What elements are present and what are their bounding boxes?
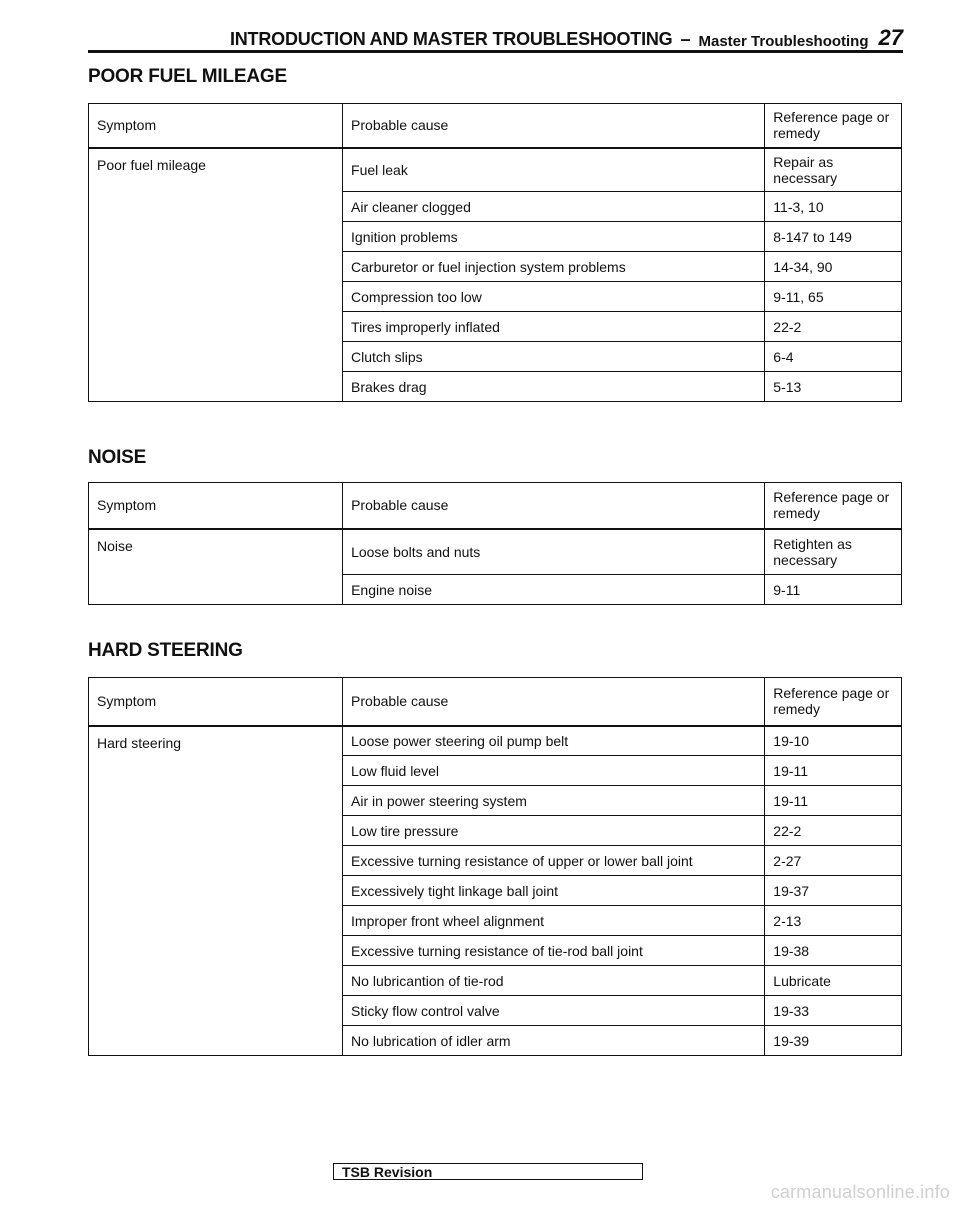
column-header-cause: Probable cause [343, 678, 765, 726]
cause-cell: Tires improperly inflated [343, 312, 765, 342]
column-header-reference: Reference page or remedy [765, 483, 902, 529]
reference-cell: 19-33 [765, 996, 902, 1026]
table-row [89, 148, 902, 192]
cause-cell: Loose bolts and nuts [343, 529, 765, 575]
column-header-reference: Reference page or remedy [765, 678, 902, 726]
reference-cell: 14-34, 90 [765, 252, 902, 282]
noise-table [88, 482, 902, 605]
cause-cell: Improper front wheel alignment [343, 906, 765, 936]
reference-cell: Lubricate [765, 966, 902, 996]
reference-cell: 19-38 [765, 936, 902, 966]
header-subtitle: Master Troubleshooting [698, 33, 869, 50]
reference-cell: 19-11 [765, 786, 902, 816]
cause-cell: Air in power steering system [343, 786, 765, 816]
cause-cell: No lubricantion of tie-rod [343, 966, 765, 996]
reference-cell: 11-3, 10 [765, 192, 902, 222]
reference-cell: 19-11 [765, 756, 902, 786]
cause-cell: Excessively tight linkage ball joint [343, 876, 765, 906]
reference-cell: 6-4 [765, 342, 902, 372]
cause-cell: Excessive turning resistance of tie-rod ball joint [343, 936, 765, 966]
cause-cell: Compression too low [343, 282, 765, 312]
symptom-cell: Noise [89, 529, 343, 605]
section-title-noise: NOISE [88, 447, 147, 468]
reference-cell: 9-11 [765, 575, 902, 605]
column-header-cause: Probable cause [343, 104, 765, 148]
reference-cell: Repair as necessary [765, 148, 902, 192]
reference-cell: 2-27 [765, 846, 902, 876]
table-header-row [89, 678, 902, 726]
column-header-symptom: Symptom [89, 678, 343, 726]
watermark: carmanualsonline.info [770, 1182, 950, 1202]
symptom-cell: Poor fuel mileage [89, 148, 343, 402]
cause-cell: Brakes drag [343, 372, 765, 402]
page-number: 27 [878, 25, 903, 50]
reference-cell: 19-10 [765, 726, 902, 756]
cause-cell: Ignition problems [343, 222, 765, 252]
cause-cell: No lubrication of idler arm [343, 1026, 765, 1056]
page-header [88, 22, 903, 53]
cause-cell: Loose power steering oil pump belt [343, 726, 765, 756]
column-header-cause: Probable cause [343, 483, 765, 529]
reference-cell: 5-13 [765, 372, 902, 402]
section-title-poor-fuel-mileage: POOR FUEL MILEAGE [88, 66, 287, 87]
reference-cell: Retighten as necessary [765, 529, 902, 575]
table-header-row [89, 483, 902, 529]
reference-cell: 19-39 [765, 1026, 902, 1056]
reference-cell: 9-11, 65 [765, 282, 902, 312]
column-header-reference: Reference page or remedy [765, 104, 902, 148]
cause-cell: Engine noise [343, 575, 765, 605]
poor-fuel-mileage-table [88, 103, 902, 402]
tsb-revision-box: TSB Revision [333, 1163, 643, 1180]
cause-cell: Clutch slips [343, 342, 765, 372]
section-title-hard-steering: HARD STEERING [88, 640, 243, 661]
reference-cell: 22-2 [765, 816, 902, 846]
header-title: INTRODUCTION AND MASTER TROUBLESHOOTING [229, 29, 673, 49]
table-header-row [89, 104, 902, 148]
table-row [89, 726, 902, 756]
cause-cell: Excessive turning resistance of upper or lower ball joint [343, 846, 765, 876]
column-header-symptom: Symptom [89, 104, 343, 148]
cause-cell: Sticky flow control valve [343, 996, 765, 1026]
reference-cell: 22-2 [765, 312, 902, 342]
cause-cell: Carburetor or fuel injection system problems [343, 252, 765, 282]
header-dash: – [680, 29, 691, 49]
table-row [89, 529, 902, 575]
reference-cell: 2-13 [765, 906, 902, 936]
reference-cell: 8-147 to 149 [765, 222, 902, 252]
cause-cell: Fuel leak [343, 148, 765, 192]
column-header-symptom: Symptom [89, 483, 343, 529]
cause-cell: Low fluid level [343, 756, 765, 786]
cause-cell: Air cleaner clogged [343, 192, 765, 222]
reference-cell: 19-37 [765, 876, 902, 906]
cause-cell: Low tire pressure [343, 816, 765, 846]
hard-steering-table [88, 677, 902, 1056]
symptom-cell: Hard steering [89, 726, 343, 1056]
